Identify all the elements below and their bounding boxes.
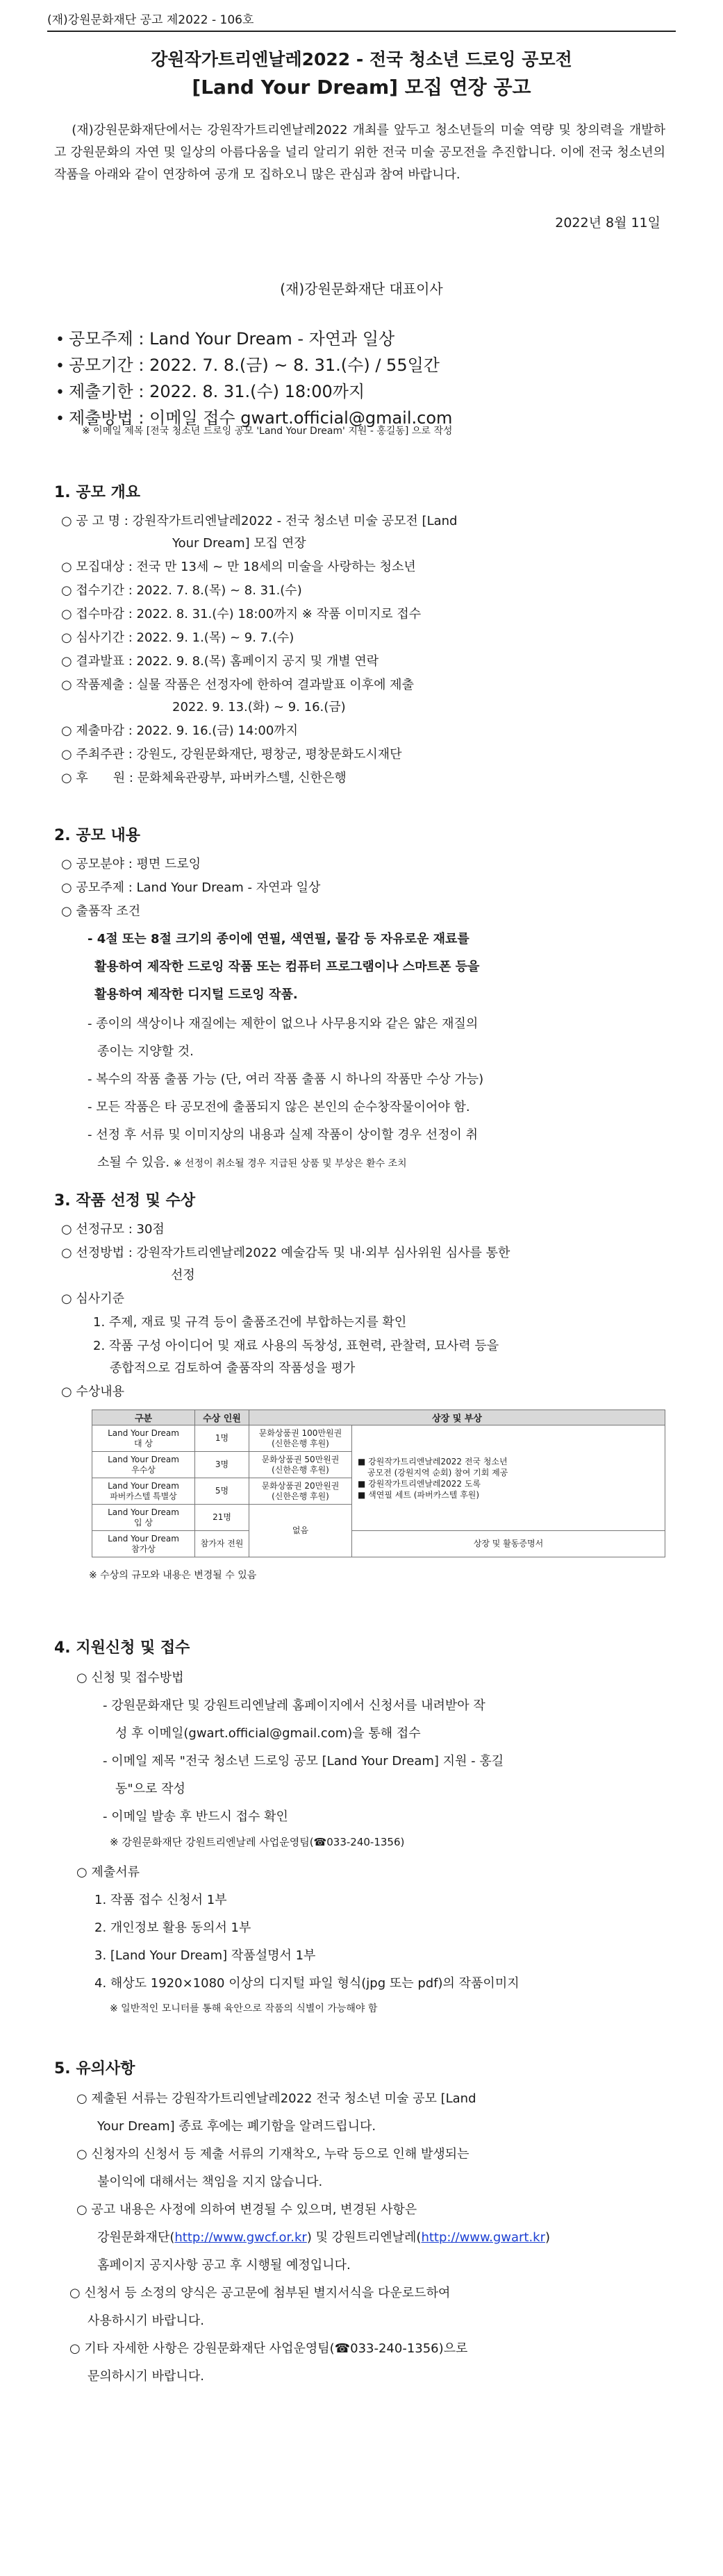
s4-item: 동"으로 작성 bbox=[115, 1782, 185, 1796]
s4-doc: 1. 작품 접수 신청서 1부 bbox=[94, 1893, 227, 1907]
s2-inline-note: ※ 선정이 취소될 경우 지급된 상품 및 부상은 환수 조치 bbox=[173, 1158, 407, 1169]
s1-item: ○ 심사기간 : 2022. 9. 1.(목) ~ 9. 7.(수) bbox=[61, 630, 294, 645]
s5-item: ○ 기타 자세한 사항은 강원문화재단 사업운영팀(☎033-240-1356)으로 bbox=[69, 2341, 468, 2356]
s4-doc: 3. [Land Your Dream] 작품설명서 1부 bbox=[94, 1948, 316, 1963]
gwart-link[interactable]: http://www.gwart.kr bbox=[421, 2230, 545, 2245]
header-divider bbox=[47, 31, 676, 32]
summary-item: • 제출방법 : 이메일 접수 gwart.official@gmail.com bbox=[56, 408, 453, 428]
s4-contact-note: ※ 강원문화재단 강원트리엔날레 사업운영팀(☎033-240-1356) bbox=[110, 1836, 405, 1848]
award-table bbox=[92, 1410, 665, 1557]
table-row: Land Your Dream 우수상 3명 문화상품권 50만원권 (신한은행 후원) bbox=[92, 1452, 665, 1478]
s2-condition: 소될 수 있음. ※ 선정이 취소될 경우 지급된 상품 및 부상은 환수 조치 bbox=[97, 1155, 407, 1170]
s1-item: ○ 접수마감 : 2022. 8. 31.(수) 18:00까지 ※ 작품 이미지로 접수 bbox=[61, 607, 422, 621]
s4-item: ○ 신청 및 접수방법 bbox=[76, 1671, 184, 1685]
table-row: Land Your Dream 입 상 21명 없음 bbox=[92, 1505, 665, 1531]
benefits-cell: ■ 강원작가트리엔날레2022 전국 청소년 공모전 (강원지역 순회) 참여 기회 제공 ■ 강원작가트리엔날레2022 도록 ■ 색연필 세트 (파버카스텔 후원) bbox=[352, 1425, 665, 1531]
s3-item: 선정 bbox=[171, 1268, 195, 1282]
s4-item: ○ 제출서류 bbox=[76, 1865, 140, 1880]
s2-item: ○ 공모분야 : 평면 드로잉 bbox=[61, 857, 201, 871]
s3-criteria: 2. 작품 구성 아이디어 및 재료 사용의 독창성, 표현력, 관찰력, 묘사력 등을 bbox=[93, 1339, 499, 1353]
s4-doc-note: ※ 일반적인 모니터를 통해 육안으로 작품의 식별이 가능해야 함 bbox=[110, 2003, 378, 2014]
s5-item: 홈페이지 공지사항 공고 후 시행될 예정입니다. bbox=[97, 2258, 351, 2273]
summary-item: • 공모주제 : Land Your Dream - 자연과 일상 bbox=[56, 329, 395, 349]
notice-number: (재)강원문화재단 공고 제2022 - 106호 bbox=[47, 13, 254, 27]
s1-item: ○ 작품제출 : 실물 작품은 선정자에 한하여 결과발표 이후에 제출 bbox=[61, 678, 414, 692]
s2-condition: - 종이의 색상이나 재질에는 제한이 없으나 사무용지와 같은 얇은 재질의 bbox=[88, 1017, 479, 1031]
s3-item: ○ 심사기준 bbox=[61, 1291, 124, 1306]
s4-item: - 이메일 제목 "전국 청소년 드로잉 공모 [Land Your Dream] 지원 - 홍길 bbox=[103, 1754, 504, 1768]
s2-item: ○ 공모주제 : Land Your Dream - 자연과 일상 bbox=[61, 880, 321, 895]
intro-line: (재)강원문화재단에서는 강원작가트리엔날레2022 개최를 앞두고 청소년들의 미술 역량 bbox=[72, 123, 554, 137]
summary-item: • 제출기한 : 2022. 8. 31.(수) 18:00까지 bbox=[56, 382, 365, 401]
s2-condition: 종이는 지양할 것. bbox=[97, 1044, 194, 1059]
s5-item: 문의하시기 바랍니다. bbox=[88, 2369, 204, 2384]
s4-item: - 강원문화재단 및 강원트리엔날레 홈페이지에서 신청서를 내려받아 작 bbox=[103, 1698, 485, 1713]
s2-condition-bold: 활용하여 제작한 디지털 드로잉 작품. bbox=[94, 987, 298, 1002]
intro-line: 집하오니 많은 관심과 참여 바랍니다. bbox=[259, 167, 460, 182]
s2-condition: - 복수의 작품 출품 가능 (단, 여러 작품 출품 시 하나의 작품만 수상 가능) bbox=[88, 1072, 484, 1087]
s5-item: ○ 공고 내용은 사정에 의하여 변경될 수 있으며, 변경된 사항은 bbox=[76, 2202, 417, 2217]
s1-item: ○ 결과발표 : 2022. 9. 8.(목) 홈페이지 공지 및 개별 연락 bbox=[61, 654, 379, 669]
last-benefit: 상장 및 활동증명서 bbox=[352, 1531, 665, 1557]
s3-criteria: 종합적으로 검토하여 출품작의 작품성을 평가 bbox=[110, 1361, 356, 1375]
table-row: Land Your Dream 참가상 참가자 전원 상장 및 활동증명서 bbox=[92, 1531, 665, 1557]
issuer: (재)강원문화재단 대표이사 bbox=[280, 281, 443, 297]
s1-item: ○ 모집대상 : 전국 만 13세 ~ 만 18세의 미술을 사랑하는 청소년 bbox=[61, 560, 416, 574]
s1-item: ○ 공 고 명 : 강원작가트리엔날레2022 - 전국 청소년 미술 공모전 [Land bbox=[61, 514, 458, 528]
s5-item: Your Dream] 종료 후에는 폐기함을 알려드립니다. bbox=[97, 2119, 376, 2134]
s3-item: ○ 선정규모 : 30점 bbox=[61, 1222, 165, 1237]
s5-item: ○ 신청자의 신청서 등 제출 서류의 기재착오, 누락 등으로 인해 발생되는 bbox=[76, 2147, 469, 2161]
s3-item: ○ 수상내용 bbox=[61, 1385, 124, 1399]
table-header: 구분 bbox=[92, 1410, 195, 1425]
s4-item: - 이메일 발송 후 반드시 접수 확인 bbox=[103, 1809, 288, 1824]
s1-item: Your Dream] 모집 연장 bbox=[172, 536, 306, 551]
s2-condition: - 모든 작품은 타 공모전에 출품되지 않은 본인의 순수창작물이어야 함. bbox=[88, 1100, 470, 1114]
notice-date: 2022년 8월 11일 bbox=[555, 215, 660, 231]
table-header: 수상 인원 bbox=[195, 1410, 249, 1425]
gwcf-link[interactable]: http://www.gwcf.or.kr bbox=[174, 2230, 307, 2245]
summary-item: • 공모기간 : 2022. 7. 8.(금) ~ 8. 31.(수) / 55일간 bbox=[56, 356, 440, 375]
section-5-title: 5. 유의사항 bbox=[54, 2060, 135, 2077]
s5-item: ○ 제출된 서류는 강원작가트리엔날레2022 전국 청소년 미술 공모 [Land bbox=[76, 2091, 476, 2106]
title-line-2: [Land Your Dream] 모집 연장 공고 bbox=[192, 76, 531, 99]
s4-doc: 4. 해상도 1920×1080 이상의 디지털 파일 형식(jpg 또는 pdf)의 작품이미지 bbox=[94, 1976, 520, 1991]
s5-item: 사용하시기 바랍니다. bbox=[88, 2314, 204, 2328]
s1-item: ○ 후 원 : 문화체육관광부, 파버카스텔, 신한은행 bbox=[61, 771, 347, 785]
table-row: Land Your Dream 파버카스텔 특별상 5명 문화상품권 20만원권 (신한은행 후원) bbox=[92, 1478, 665, 1505]
intro-line: 및 창의력을 개발하고 강원문화의 자연 및 일상의 아름다움을 널리 알리기 위한 전국 bbox=[54, 123, 666, 160]
section-3-title: 3. 작품 선정 및 수상 bbox=[54, 1192, 196, 1210]
s1-item: ○ 제출마감 : 2022. 9. 16.(금) 14:00까지 bbox=[61, 724, 299, 738]
s2-condition-bold: - 4절 또는 8절 크기의 종이에 연필, 색연필, 물감 등 자유로운 재료를 bbox=[88, 932, 469, 946]
s2-condition: - 선정 후 서류 및 이미지상의 내용과 실제 작품이 상이할 경우 선정이 취 bbox=[88, 1128, 479, 1142]
s1-item: ○ 주최주관 : 강원도, 강원문화재단, 평창군, 평창문화도시재단 bbox=[61, 747, 402, 762]
section-4-title: 4. 지원신청 및 접수 bbox=[54, 1639, 190, 1657]
table-header: 상장 및 부상 bbox=[249, 1410, 665, 1425]
s5-links-line: 강원문화재단(http://www.gwcf.or.kr) 및 강원트리엔날레(http://www.gwart.kr) bbox=[97, 2230, 551, 2245]
s3-criteria: 1. 주제, 재료 및 규격 등이 출품조건에 부합하는지를 확인 bbox=[93, 1315, 407, 1330]
s4-doc: 2. 개인정보 활용 동의서 1부 bbox=[94, 1921, 251, 1935]
s3-item: ○ 선정방법 : 강원작가트리엔날레2022 예술감독 및 내·외부 심사위원 심사를 통한 bbox=[61, 1246, 510, 1260]
s1-item: ○ 접수기간 : 2022. 7. 8.(목) ~ 8. 31.(수) bbox=[61, 583, 302, 598]
summary-note: ※ 이메일 제목 [전국 청소년 드로잉 공모 'Land Your Dream' 지원 - 홍길동] 으로 작성 bbox=[82, 426, 453, 437]
intro-paragraph bbox=[54, 119, 665, 186]
s5-item: 불이익에 대해서는 책임을 지지 않습니다. bbox=[97, 2175, 323, 2189]
s4-item: 성 후 이메일(gwart.official@gmail.com)을 통해 접수 bbox=[115, 1726, 421, 1741]
s5-item: ○ 신청서 등 소정의 양식은 공고문에 첨부된 별지서식을 다운로드하여 bbox=[69, 2286, 451, 2300]
section-1-title: 1. 공모 개요 bbox=[54, 484, 140, 501]
section-2-title: 2. 공모 내용 bbox=[54, 827, 140, 844]
s2-item: ○ 출품작 조건 bbox=[61, 904, 141, 919]
title-line-1: 강원작가트리엔날레2022 - 전국 청소년 드로잉 공모전 bbox=[151, 49, 572, 69]
s2-condition-bold: 활용하여 제작한 드로잉 작품 또는 컴퓨터 프로그램이나 스마트폰 등을 bbox=[94, 960, 480, 974]
award-note: ※ 수상의 규모와 내용은 변경될 수 있음 bbox=[89, 1570, 257, 1581]
intro-line: 미술 공모전을 추진합니다. 이에 전국 청소년의 작품을 아래와 같이 연장하여 공개 모 bbox=[54, 145, 665, 182]
s1-item: 2022. 9. 13.(화) ~ 9. 16.(금) bbox=[172, 700, 346, 714]
table-row: Land Your Dream 대 상 1명 문화상품권 100만원권 (신한은행 후원) ■ 강원작가트리엔날레2022 전국 청소년 공모전 (강원지역 순회) 참여 기회 제공 ■ 강원작가트리엔날레2022 도록 ■ 색연필 세트 (파버카스텔 후원) bbox=[92, 1425, 665, 1452]
